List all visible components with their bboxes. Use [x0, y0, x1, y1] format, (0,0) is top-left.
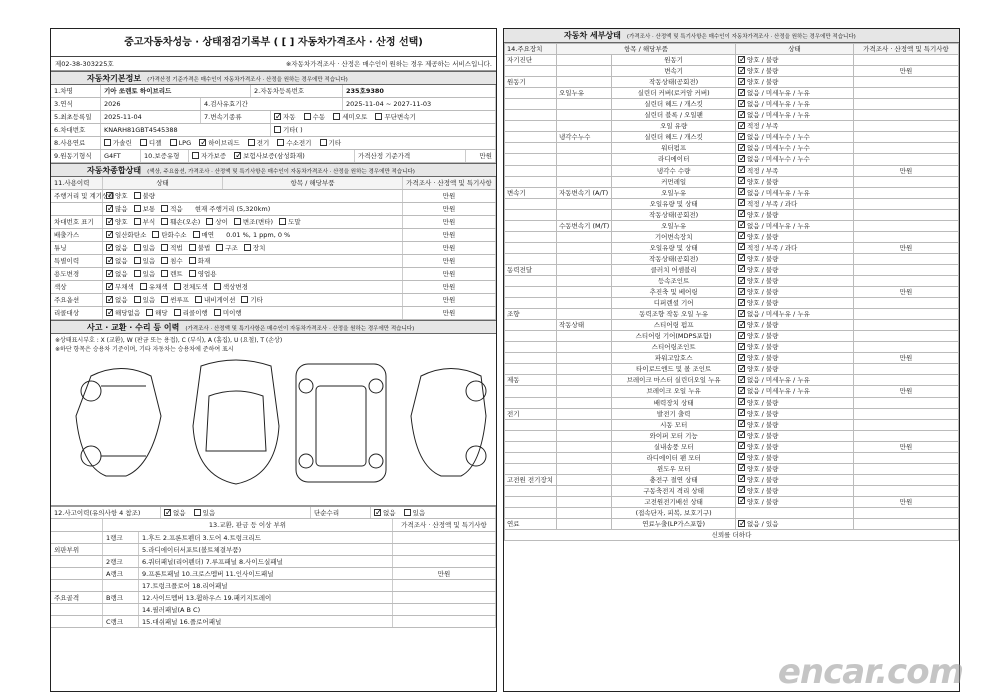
performance-record-left	[50, 28, 497, 692]
detail-row: 원동기 작동상태(공회전) ✓ 양호 / 불량	[505, 77, 959, 88]
checkbox-icon	[738, 56, 745, 63]
detail-row: 작동상태(공회전) ✓ 양호 / 불량	[505, 209, 959, 220]
checkbox-icon	[140, 139, 147, 146]
checkbox-icon	[195, 296, 202, 303]
rank-row: C랭크 15.대쉬패널 16.플로어패널	[51, 616, 496, 628]
reg-no-label: 2.자동차등록번호	[251, 85, 343, 97]
warranty-label: 10.보증유형	[141, 150, 189, 162]
detail-row: 라디에이터 ✓ 없음 / 미세누수 / 누수	[505, 154, 959, 165]
checkbox-icon	[216, 244, 223, 251]
price-label: 가격산정 기준가격	[355, 150, 466, 162]
checkbox-icon	[738, 321, 745, 328]
basic-row-6	[51, 150, 496, 163]
checkbox-icon	[738, 442, 745, 449]
car-side-left	[76, 369, 161, 477]
checkbox-icon	[193, 231, 200, 238]
motor-label: 9.원동기형식	[51, 150, 101, 162]
rank-row: A랭크 9.프론트패널 10.크로스멤버 11.인사이드패널 만원	[51, 568, 496, 580]
checkbox-icon	[106, 270, 113, 277]
checkbox-icon	[333, 113, 340, 120]
detail-row: 수동변속기 (M/T) 오일누유 ✓ 없음 / 미세누유 / 누유	[505, 220, 959, 231]
detail-row: 실린더 블록 / 오일팬 ✓ 없음 / 미세누유 / 누유	[505, 110, 959, 121]
detail-row: 오일유량 및 상태 ✓ 적정 / 부족 / 과다 만원	[505, 242, 959, 253]
summary-row: 주요옵션 ✓ 없음 있음 썬루프 내비게이션 기타 만원	[51, 294, 496, 307]
motor-value: G4FT	[101, 150, 141, 162]
checkbox-icon	[738, 155, 745, 162]
part-head-row: 13.교환, 판금 등 이상 부위 가격조사 · 산정액 및 특기사항	[51, 519, 496, 532]
doc-number: 제02-38-303225호	[55, 60, 114, 68]
checkbox-icon	[134, 257, 141, 264]
checkbox-icon	[738, 221, 745, 228]
checkbox-icon	[738, 486, 745, 493]
checkbox-icon	[192, 152, 199, 159]
checkbox-icon	[199, 139, 206, 146]
checkbox-icon	[152, 231, 159, 238]
detail-row: 연료 연료누출(LP가스포함) ✓ 없음 / 있음	[505, 519, 959, 530]
rank-row: 17.트렁크플로어 18.리어패널	[51, 580, 496, 592]
detail-row: 기어변속장치 ✓ 양호 / 불량	[505, 231, 959, 242]
legend-line-1: ※상태표시부호 : X (교환), W (판금 또는 용접), C (부식), A (흠집), U (요철), T (손상)	[55, 337, 283, 344]
legend	[51, 334, 496, 356]
car-frame	[296, 364, 386, 482]
detail-row: 워터펌프 ✓ 없음 / 미세누수 / 누수	[505, 143, 959, 154]
checkbox-icon	[738, 409, 745, 416]
checkbox-icon	[106, 218, 113, 225]
detail-row: 제동 브레이크 마스터 실린더오일 누유 ✓ 없음 / 미세누유 / 누유	[505, 375, 959, 386]
detail-row: 변속기 자동변속기 (A/T) 오일누유 ✓ 없음 / 미세누유 / 누유	[505, 187, 959, 198]
first-reg-label: 5.최초등록일	[51, 111, 101, 123]
summary-row: ✓많음 보통 적음 현재 주행거리 (5,320km) 만원	[51, 203, 496, 216]
checkbox-icon	[234, 152, 241, 159]
fuel-options: 가솔린 디젤 LPG ✓ 하이브리드 전기 수소전기 기타	[101, 137, 496, 149]
car-diagram	[51, 356, 496, 506]
checkbox-icon	[106, 309, 113, 316]
checkbox-icon	[738, 431, 745, 438]
summary-row: 주행거리 및 계기상태 ✓ 양호 불량 만원	[51, 190, 496, 203]
checkbox-icon	[164, 509, 171, 516]
detail-row: 브레이크 오일 누유 ✓ 없음 / 미세누유 / 누유 만원	[505, 386, 959, 397]
checkbox-icon	[106, 192, 113, 199]
checkbox-icon	[738, 343, 745, 350]
checkbox-icon	[738, 133, 745, 140]
detail-row: 동력전달 클러치 어셈블리 ✓ 양호 / 불량	[505, 264, 959, 275]
checkbox-icon	[134, 296, 141, 303]
detail-row: 변속기 ✓ 양호 / 불량 만원	[505, 66, 959, 77]
checkbox-icon	[738, 332, 745, 339]
summary-row: 색상 ✓ 무채색 유채색 전체도색 색상변경 만원	[51, 281, 496, 294]
checkbox-icon	[214, 309, 221, 316]
checkbox-icon	[738, 199, 745, 206]
checkbox-icon	[134, 192, 141, 199]
checkbox-icon	[106, 283, 113, 290]
car-name-label: 1.차명	[51, 85, 101, 97]
detail-row: 전기 발전기 출력 ✓ 양호 / 불량	[505, 408, 959, 419]
trans-label: 7.변속기종류	[201, 111, 271, 123]
detail-row: (접속단자, 피복, 보호기구)	[505, 507, 959, 518]
warranty-options: 자가보증 ✓ 보험사보증(삼성화재)	[189, 150, 355, 162]
checkbox-icon	[140, 283, 147, 290]
checkbox-icon	[738, 464, 745, 471]
detail-row: 윈도우 모터 ✓ 양호 / 불량	[505, 463, 959, 474]
detail-row: 디퍼렌셜 기어 ✓ 양호 / 불량	[505, 298, 959, 309]
summary-rows	[51, 190, 496, 320]
doc-note: ※자동차가격조사 · 산정은 매수인이 원하는 경우 제공하는 서비스입니다.	[285, 60, 492, 68]
checkbox-icon	[134, 270, 141, 277]
rank-row: 외판부위 5.라디에이터서포트(볼트체결부품)	[51, 544, 496, 556]
checkbox-icon	[738, 497, 745, 504]
detail-row: 냉각수누수 실린더 헤드 / 개스킷 ✓ 없음 / 미세누수 / 누수	[505, 132, 959, 143]
checkbox-icon	[244, 244, 251, 251]
checkbox-icon	[738, 67, 745, 74]
detail-row: 오일 유량 ✓ 적정 / 부족	[505, 121, 959, 132]
checkbox-icon	[738, 254, 745, 261]
basic-row-2	[51, 98, 496, 111]
detail-table: 14.주요장치 항목 / 해당부품 상태 가격조사 · 산정액 및 특기사항 자기진단 원동기 ✓ 양호 / 불량 변속기 ✓ 양호 / 불량 만원 원동기 작동상태(공회전) ✓ 양호 / 불량 오일누유 실린더 커버(로커암 커버) ✓ 없음 / 미세누유 / 누유 실린더 헤드 / 개스킷 ✓ 없음 / 미세누유 / 누유 실린더 블록 / 오일팬 ✓ 없음 / 미세누유 / 누유 오일 유량 ✓ 적정 / 부족 냉각수누수 실린더 헤드 / 개스킷 ✓ 없음 / 미세누수 / 누수 워터펌프 ✓ 없음 / 미세누수 / 누수 라디에이터 ✓ 없음 / 미세누수 / 누수 냉각수 수량 ✓ 적정 / 부족 만원 커먼레일 ✓ 양호 / 불량 변속기 자동변속기 (A/T) 오일누유 ✓ 없음 / 미세누유 / 누유 오일유량 및 상태 ✓ 적정 / 부족 / 과다 작동상태(공회전) ✓ 양호 / 불량 수동변속기 (M/T) 오일누유 ✓ 없음 / 미세누유 / 누유 기어변속장치 ✓ 양호 / 불량 오일유량 및 상태 ✓ 적정 / 부족 / 과다 만원 작동상태(공회전) ✓ 양호 / 불량 동력전달 클러치 어셈블리 ✓ 양호 / 불량 등속조인트 ✓ 양호 / 불량 추진축 및 베어링 ✓ 양호 / 불량 만원 디퍼렌셜 기어 ✓ 양호 / 불량 조향 동력조향 작동 오일 누유 ✓ 없음 / 미세누유 / 누유 작동상태 스티어링 펌프 ✓ 양호 / 불량 스티어링 기어(MDPS포함) ✓ 양호 / 불량 스티어링조인트 ✓ 양호 / 불량 파워고압호스 ✓ 양호 / 불량 만원 타이로드엔드 및 볼 조인트 ✓ 양호 / 불량 제동 브레이크 마스터 실린더오일 누유 ✓ 없음 / 미세누유 / 누유 브레이크 오일 누유 ✓ 없음 / 미세누유 / 누유 만원 배력장치 상태 ✓ 양호 / 불량 전기 발전기 출력 ✓ 양호 / 불량 시동 모터 ✓ 양호 / 불량 와이퍼 모터 기능 ✓ 양호 / 불량 실내송풍 모터 ✓ 양호 / 불량 만원 라디에이터 팬 모터 ✓ 양호 / 불량 윈도우 모터 ✓ 양호 / 불량 고전원 전기장치 충전구 절연 상태 ✓ 양호 / 불량 구동축전지 격리 상태 ✓ 양호 / 불량 고전원전기배선 상태 ✓ 양호 / 불량 만원 (접속단자, 피복, 보호기구) 연료 연료누출(LP가스포함) ✓ 없음 / 있음 신뢰를 더하다	[504, 43, 959, 541]
checkbox-icon	[738, 166, 745, 173]
checkbox-icon	[146, 309, 153, 316]
car-diagram-svg	[51, 356, 496, 486]
checkbox-icon	[106, 231, 113, 238]
checkbox-icon	[248, 139, 255, 146]
checkbox-icon	[274, 113, 281, 120]
checkbox-icon	[174, 283, 181, 290]
detail-row: 라디에이터 팬 모터 ✓ 양호 / 불량	[505, 452, 959, 463]
checkbox-icon	[134, 205, 141, 212]
rank-row: 14.필러패널(A B C)	[51, 604, 496, 616]
summary-row: 차대번호 표기 ✓ 양호 부식 훼손(오손) 상이 변조(변타) 도말 만원	[51, 216, 496, 229]
accident-row: 12.사고이력(유의사항 4 참조) ✓ 없음 있음 단순수리 ✓ 없음 있음	[51, 506, 496, 519]
checkbox-icon	[738, 376, 745, 383]
detail-row: 스티어링조인트 ✓ 양호 / 불량	[505, 342, 959, 353]
checkbox-icon	[738, 210, 745, 217]
legend-line-2: ※하단 항목은 승용차 기준이며, 기타 자동차는 승용차에 준하여 표시	[55, 346, 234, 353]
rank-row: 주요골격 B랭크 12.사이드멤버 13.휠하우스 19.패키지트레이	[51, 592, 496, 604]
checkbox-icon	[277, 139, 284, 146]
checkbox-icon	[738, 100, 745, 107]
year-label: 3.연식	[51, 98, 101, 110]
basic-row-5	[51, 137, 496, 150]
basic-row-4: 6.차대번호 KNARH81GBT4545388 기타( )	[51, 124, 496, 137]
detail-row: 커먼레일 ✓ 양호 / 불량	[505, 176, 959, 187]
checkbox-icon	[214, 283, 221, 290]
checkbox-icon	[320, 139, 327, 146]
reg-no: 235호9380	[343, 85, 496, 97]
checkbox-icon	[738, 89, 745, 96]
inspect-value: 2025-11-04 ~ 2027-11-03	[343, 98, 496, 110]
detail-row: 구동축전지 격리 상태 ✓ 양호 / 불량	[505, 485, 959, 496]
checkbox-icon	[738, 475, 745, 482]
detail-row: 와이퍼 모터 기능 ✓ 양호 / 불량	[505, 430, 959, 441]
basic-row-3	[51, 111, 496, 124]
detail-row: 스티어링 기어(MDPS포함) ✓ 양호 / 불량	[505, 331, 959, 342]
detail-row: 시동 모터 ✓ 양호 / 불량	[505, 419, 959, 430]
vin-label: 6.차대번호	[51, 124, 101, 136]
detail-row: 오일누유 실린더 커버(로커암 커버) ✓ 없음 / 미세누유 / 누유	[505, 88, 959, 99]
checkbox-icon	[241, 296, 248, 303]
checkbox-icon	[738, 310, 745, 317]
checkbox-icon	[106, 257, 113, 264]
checkbox-icon	[738, 354, 745, 361]
checkbox-icon	[161, 205, 168, 212]
detail-row: 실린더 헤드 / 개스킷 ✓ 없음 / 미세누유 / 누유	[505, 99, 959, 110]
checkbox-icon	[161, 270, 168, 277]
rank-row: 2랭크 6.쿼터패널(리어펜더) 7.루프패널 8.사이드실패널	[51, 556, 496, 568]
detail-row: 냉각수 수량 ✓ 적정 / 부족 만원	[505, 165, 959, 176]
detail-row: 작동상태 스티어링 펌프 ✓ 양호 / 불량	[505, 320, 959, 331]
detail-header: 자동차 세부상태 (가격조사 · 산정액 및 특기사항은 매수인이 자동차가격조사 · 산정을 원하는 경우에만 적습니다)	[504, 29, 959, 43]
checkbox-icon	[738, 177, 745, 184]
vin-value: KNARH81GBT4545388	[101, 124, 271, 136]
car-top	[193, 360, 279, 484]
doc-title: 중고자동차성능 · 상태점검기록부 ( [ ] 자동차가격조사 · 산정 선택)	[51, 29, 496, 57]
checkbox-icon	[374, 509, 381, 516]
detail-row: 배력장치 상태 ✓ 양호 / 불량	[505, 397, 959, 408]
summary-row: 리콜대상 ✓ 해당없음 해당 리콜이행 미이행 만원	[51, 307, 496, 320]
detail-row: 고전원 전기장치 충전구 절연 상태 ✓ 양호 / 불량	[505, 474, 959, 485]
rank-rows	[51, 532, 496, 628]
checkbox-icon	[304, 113, 311, 120]
checkbox-icon	[738, 398, 745, 405]
checkbox-icon	[106, 296, 113, 303]
checkbox-icon	[738, 520, 745, 527]
summary-col-headers: 11.사용이력 상태 항목 / 해당부품 가격조사 · 산정액 및 특기사항	[51, 177, 496, 190]
first-reg-value: 2025-11-04	[101, 111, 201, 123]
checkbox-icon	[738, 265, 745, 272]
detail-row: 자기진단 원동기 ✓ 양호 / 불량	[505, 55, 959, 66]
checkbox-icon	[738, 387, 745, 394]
checkbox-icon	[134, 218, 141, 225]
checkbox-icon	[279, 218, 286, 225]
checkbox-icon	[738, 232, 745, 239]
checkbox-icon	[738, 453, 745, 460]
checkbox-icon	[161, 218, 168, 225]
checkbox-icon	[738, 288, 745, 295]
checkbox-icon	[738, 78, 745, 85]
detail-row: 파워고압호스 ✓ 양호 / 불량 만원	[505, 353, 959, 364]
doc-number-row	[51, 57, 496, 71]
summary-row: 특별이력 ✓ 없음 있음 침수 화재 만원	[51, 255, 496, 268]
summary-header: 자동차종합상태 (색상, 주요옵션, 가격조사 · 산정액 및 특기사항은 매수인이 자동차가격조사 · 산정을 원하는 경우에만 적습니다)	[51, 163, 496, 177]
trust-text: 신뢰를 더하다	[505, 530, 959, 541]
checkbox-icon	[189, 270, 196, 277]
inspect-label: 4.검사유효기간	[201, 98, 343, 110]
summary-row: 배출가스 ✓ 일산화탄소 탄화수소 매연 0.01 %, 1 ppm, 0 % 만원	[51, 229, 496, 242]
checkbox-icon	[189, 257, 196, 264]
basic-row-1	[51, 85, 496, 98]
encar-watermark: encar.com	[777, 652, 963, 692]
checkbox-icon	[206, 218, 213, 225]
rank-row: 1랭크 1.후드 2.프론트펜더 3.도어 4.트렁크리드	[51, 532, 496, 544]
checkbox-icon	[174, 309, 181, 316]
price-unit: 만원	[466, 150, 496, 162]
checkbox-icon	[104, 139, 111, 146]
detail-row: 등속조인트 ✓ 양호 / 불량	[505, 275, 959, 286]
detail-row: 고전원전기배선 상태 ✓ 양호 / 불량 만원	[505, 496, 959, 507]
checkbox-icon	[375, 113, 382, 120]
checkbox-icon	[738, 122, 745, 129]
checkbox-icon	[404, 509, 411, 516]
checkbox-icon	[738, 299, 745, 306]
checkbox-icon	[134, 244, 141, 251]
checkbox-icon	[738, 277, 745, 284]
car-side-right	[411, 369, 486, 477]
checkbox-icon	[738, 365, 745, 372]
detail-row: 작동상태(공회전) ✓ 양호 / 불량	[505, 253, 959, 264]
detail-status-right	[503, 28, 960, 692]
trans-options: ✓ 자동 수동 세미오토 무단변속기	[271, 111, 496, 123]
detail-row: 실내송풍 모터 ✓ 양호 / 불량 만원	[505, 441, 959, 452]
checkbox-icon	[106, 205, 113, 212]
detail-row: 오일유량 및 상태 ✓ 적정 / 부족 / 과다	[505, 198, 959, 209]
car-name: 기아 쏘렌토 하이브리드	[101, 85, 251, 97]
checkbox-icon	[738, 111, 745, 118]
fuel-label: 8.사용연료	[51, 137, 101, 149]
checkbox-icon	[738, 420, 745, 427]
basic-info-header: 자동차기본정보 (가격산정 기준가격은 매수인이 자동차가격조사 · 산정을 원하는 경우에만 적습니다)	[51, 71, 496, 85]
summary-row: 튜닝 ✓ 없음 있음 적법 불법 구조 장치 만원	[51, 242, 496, 255]
year-value: 2026	[101, 98, 201, 110]
checkbox-icon	[274, 126, 281, 133]
checkbox-icon	[194, 509, 201, 516]
checkbox-icon	[161, 244, 168, 251]
checkbox-icon	[161, 257, 168, 264]
checkbox-icon	[189, 244, 196, 251]
checkbox-icon	[234, 218, 241, 225]
checkbox-icon	[738, 188, 745, 195]
checkbox-icon	[738, 144, 745, 151]
checkbox-icon	[106, 244, 113, 251]
summary-row: 용도변경 ✓ 없음 있음 렌트 영업용 만원	[51, 268, 496, 281]
checkbox-icon	[161, 296, 168, 303]
checkbox-icon	[170, 139, 177, 146]
detail-row: 타이로드엔드 및 볼 조인트 ✓ 양호 / 불량	[505, 364, 959, 375]
detail-row: 조향 동력조향 작동 오일 누유 ✓ 없음 / 미세누유 / 누유	[505, 309, 959, 320]
accident-header: 사고 · 교환 · 수리 등 이력 (가격조사 · 산정액 및 특기사항은 매수인이 자동차가격조사 · 산정을 원하는 경우에만 적습니다)	[51, 320, 496, 334]
detail-row: 추진축 및 베어링 ✓ 양호 / 불량 만원	[505, 287, 959, 298]
checkbox-icon	[738, 243, 745, 250]
